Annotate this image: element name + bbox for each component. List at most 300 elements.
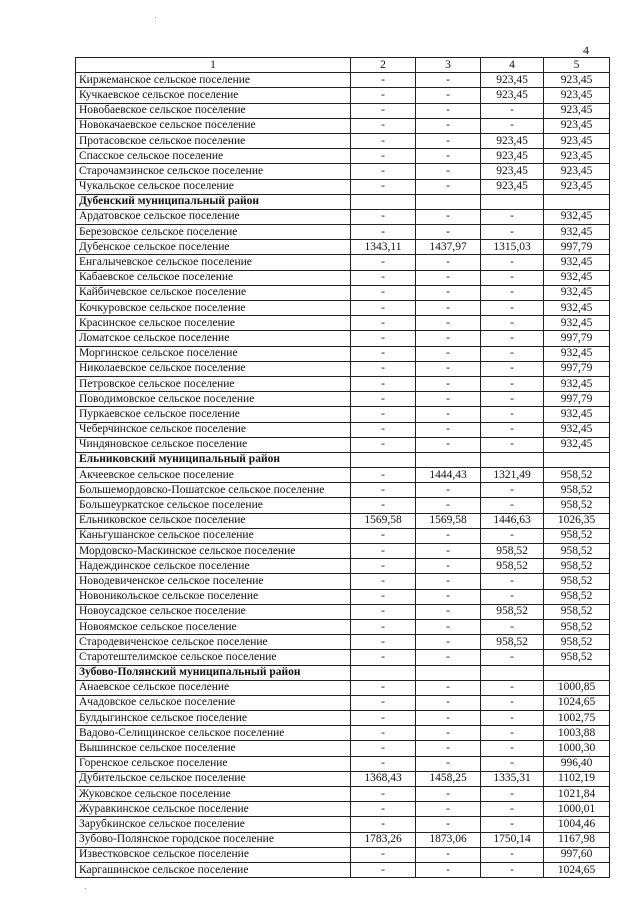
value-col-2: - [351,301,416,316]
value-col-2: - [351,862,416,877]
value-col-2: - [351,88,416,103]
value-col-4: - [481,802,544,817]
value-col-4: - [481,346,544,361]
value-col-5: 996,40 [544,756,610,771]
value-col-2: - [351,118,416,133]
value-col-3: - [416,422,481,437]
settlement-name: Известковское сельское поселение [76,847,351,862]
table-row [76,179,610,194]
value-col-5: 997,79 [544,361,610,376]
empty-cell [416,665,481,680]
section-row [76,194,610,209]
value-col-2: - [351,726,416,741]
table-row [76,695,610,710]
value-col-2: - [351,574,416,589]
empty-cell [351,665,416,680]
value-col-2: - [351,316,416,331]
settlement-name: Большеуркатское сельское поселение [76,498,351,513]
value-col-3: 1444,43 [416,468,481,483]
table-row [76,619,610,634]
page-number: 4 [583,43,589,57]
value-col-3: - [416,73,481,88]
value-col-2: - [351,619,416,634]
value-col-4: 923,45 [481,149,544,164]
table-row [76,832,610,847]
table-row [76,407,610,422]
value-col-2: - [351,255,416,270]
value-col-3: - [416,498,481,513]
value-col-4: - [481,209,544,224]
settlement-name: Чеберчинское сельское поселение [76,422,351,437]
table-row [76,376,610,391]
table-row [76,726,610,741]
value-col-3: - [416,376,481,391]
value-col-2: - [351,817,416,832]
value-col-3: - [416,88,481,103]
value-col-5: 923,45 [544,149,610,164]
value-col-3: - [416,270,481,285]
value-col-2: - [351,331,416,346]
section-title: Дубенский муниципальный район [76,194,351,209]
value-col-2: - [351,695,416,710]
value-col-4: - [481,118,544,133]
table-row [76,255,610,270]
header-cell: 1 [76,58,351,73]
value-col-4: 1315,03 [481,240,544,255]
value-col-3: - [416,604,481,619]
settlement-name: Пуркаевское сельское поселение [76,407,351,422]
value-col-2: - [351,589,416,604]
value-col-5: 1003,88 [544,726,610,741]
settlement-name: Мордовско-Маскинское сельское поселение [76,544,351,559]
value-col-2: - [351,483,416,498]
value-col-5: 923,45 [544,103,610,118]
empty-cell [544,452,610,467]
value-col-4: - [481,650,544,665]
value-col-5: 923,45 [544,118,610,133]
value-col-3: - [416,346,481,361]
value-col-5: 1026,35 [544,513,610,528]
value-col-4: 958,52 [481,635,544,650]
value-col-5: 1000,85 [544,680,610,695]
empty-cell [351,194,416,209]
settlement-name: Дубительское сельское поселение [76,771,351,786]
value-col-2: - [351,559,416,574]
value-col-4: - [481,255,544,270]
table-row [76,635,610,650]
empty-cell [416,452,481,467]
value-col-3: - [416,285,481,300]
value-col-4: 923,45 [481,88,544,103]
table-row [76,513,610,528]
value-col-2: - [351,468,416,483]
table-row [76,680,610,695]
value-col-3: - [416,847,481,862]
table-row [76,301,610,316]
table-row [76,802,610,817]
table-row [76,73,610,88]
settlement-name: Моргинское сельское поселение [76,346,351,361]
value-col-2: - [351,787,416,802]
value-col-5: 958,52 [544,604,610,619]
table-row [76,817,610,832]
value-col-2: - [351,179,416,194]
value-col-4: - [481,695,544,710]
table-row [76,103,610,118]
empty-cell [351,452,416,467]
value-col-4: - [481,270,544,285]
settlement-name: Каньгушанское сельское поселение [76,528,351,543]
table-row [76,711,610,726]
value-col-3: - [416,255,481,270]
settlement-name: Красинское сельское поселение [76,316,351,331]
value-col-2: - [351,73,416,88]
value-col-5: 923,45 [544,73,610,88]
value-col-2: - [351,604,416,619]
settlement-name: Енгалычевское сельское поселение [76,255,351,270]
table-row [76,650,610,665]
data-table [75,57,610,878]
value-col-4: 923,45 [481,133,544,148]
settlement-name: Новодевиченское сельское поселение [76,574,351,589]
value-col-5: 932,45 [544,346,610,361]
table-row [76,741,610,756]
table-row [76,771,610,786]
settlement-name: Петровское сельское поселение [76,376,351,391]
value-col-3: - [416,802,481,817]
table-row [76,468,610,483]
value-col-2: 1368,43 [351,771,416,786]
value-col-2: - [351,650,416,665]
settlement-name: Поводимовское сельское поселение [76,392,351,407]
value-col-3: - [416,225,481,240]
value-col-5: 997,79 [544,392,610,407]
table-row [76,285,610,300]
value-col-4: - [481,437,544,452]
value-col-3: - [416,407,481,422]
value-col-5: 932,45 [544,255,610,270]
table-row [76,118,610,133]
value-col-4: - [481,680,544,695]
value-col-3: - [416,528,481,543]
section-row [76,665,610,680]
value-col-5: 958,52 [544,468,610,483]
value-col-3: - [416,133,481,148]
settlement-name: Чиндяновское сельское поселение [76,437,351,452]
value-col-3: 1437,97 [416,240,481,255]
scan-speck [85,888,86,889]
value-col-4: - [481,285,544,300]
value-col-2: - [351,407,416,422]
value-col-5: 958,52 [544,544,610,559]
table-row [76,498,610,513]
value-col-4: - [481,301,544,316]
settlement-name: Новоямское сельское поселение [76,619,351,634]
value-col-3: - [416,650,481,665]
value-col-3: - [416,361,481,376]
value-col-5: 923,45 [544,133,610,148]
table-row [76,847,610,862]
value-col-3: - [416,741,481,756]
value-col-2: 1343,11 [351,240,416,255]
settlement-name: Кабаевское сельское поселение [76,270,351,285]
table-row [76,133,610,148]
empty-cell [416,194,481,209]
value-col-2: - [351,376,416,391]
value-col-4: 958,52 [481,604,544,619]
header-cell: 3 [416,58,481,73]
table-row [76,225,610,240]
value-col-2: - [351,711,416,726]
table-row [76,589,610,604]
value-col-5: 1021,84 [544,787,610,802]
scan-speck [155,17,156,18]
value-col-2: 1783,26 [351,832,416,847]
value-col-2: - [351,133,416,148]
value-col-3: - [416,817,481,832]
settlement-name: Ельниковское сельское поселение [76,513,351,528]
value-col-4: 923,45 [481,73,544,88]
value-col-3: - [416,756,481,771]
table-row [76,528,610,543]
value-col-3: - [416,437,481,452]
settlement-name: Булдыгинское сельское поселение [76,711,351,726]
value-col-5: 1000,01 [544,802,610,817]
value-col-5: 958,52 [544,528,610,543]
value-col-5: 1024,65 [544,695,610,710]
value-col-3: - [416,619,481,634]
settlement-name: Горенское сельское поселение [76,756,351,771]
value-col-4: - [481,741,544,756]
value-col-2: - [351,498,416,513]
settlement-name: Ардатовское сельское поселение [76,209,351,224]
value-col-5: 958,52 [544,589,610,604]
table-row [76,346,610,361]
value-col-4: - [481,817,544,832]
value-col-2: - [351,635,416,650]
value-col-3: - [416,589,481,604]
empty-cell [481,452,544,467]
value-col-2: - [351,361,416,376]
value-col-4: 958,52 [481,544,544,559]
settlement-name: Ломатское сельское поселение [76,331,351,346]
value-col-4: - [481,498,544,513]
value-col-5: 958,52 [544,635,610,650]
value-col-2: - [351,544,416,559]
value-col-2: - [351,741,416,756]
table-header-row [76,58,610,73]
value-col-2: 1569,58 [351,513,416,528]
value-col-3: - [416,331,481,346]
value-col-5: 932,45 [544,270,610,285]
value-col-3: - [416,695,481,710]
settlement-name: Спасское сельское поселение [76,149,351,164]
value-col-5: 932,45 [544,316,610,331]
value-col-3: - [416,483,481,498]
settlement-name: Новокачаевское сельское поселение [76,118,351,133]
value-col-2: - [351,103,416,118]
value-col-5: 997,79 [544,240,610,255]
empty-cell [544,194,610,209]
value-col-5: 923,45 [544,164,610,179]
table-row [76,862,610,877]
settlement-name: Зубово-Полянское городское поселение [76,832,351,847]
value-col-3: - [416,209,481,224]
value-col-4: - [481,756,544,771]
value-col-4: - [481,619,544,634]
section-title: Ельниковский муниципальный район [76,452,351,467]
settlement-name: Стародевиченское сельское поселение [76,635,351,650]
value-col-5: 958,52 [544,483,610,498]
value-col-4: 1335,31 [481,771,544,786]
value-col-3: - [416,103,481,118]
value-col-5: 932,45 [544,285,610,300]
value-col-5: 958,52 [544,650,610,665]
value-col-5: 1024,65 [544,862,610,877]
value-col-5: 932,45 [544,209,610,224]
table-row [76,316,610,331]
value-col-2: - [351,847,416,862]
table-row [76,88,610,103]
value-col-2: - [351,149,416,164]
value-col-4: - [481,787,544,802]
table-row [76,787,610,802]
settlement-name: Старотештелимское сельское поселение [76,650,351,665]
value-col-2: - [351,680,416,695]
value-col-4: - [481,483,544,498]
value-col-2: - [351,270,416,285]
value-col-4: - [481,847,544,862]
value-col-4: 923,45 [481,179,544,194]
value-col-3: - [416,118,481,133]
settlement-name: Каргашинское сельское поселение [76,862,351,877]
settlement-name: Киржеманское сельское поселение [76,73,351,88]
table-row [76,149,610,164]
value-col-3: 1458,25 [416,771,481,786]
value-col-5: 1002,75 [544,711,610,726]
value-col-5: 932,45 [544,301,610,316]
value-col-2: - [351,225,416,240]
value-col-3: - [416,392,481,407]
section-row [76,452,610,467]
value-col-4: - [481,331,544,346]
settlement-name: Николаевское сельское поселение [76,361,351,376]
table-row [76,437,610,452]
value-col-4: - [481,528,544,543]
value-col-3: - [416,316,481,331]
table-row [76,574,610,589]
section-title: Зубово-Полянский муниципальный район [76,665,351,680]
value-col-5: 1004,46 [544,817,610,832]
table-row [76,422,610,437]
value-col-2: - [351,802,416,817]
settlement-name: Акчеевское сельское поселение [76,468,351,483]
value-col-5: 932,45 [544,376,610,391]
table-row [76,361,610,376]
value-col-3: - [416,726,481,741]
settlement-name: Кучкаевское сельское поселение [76,88,351,103]
value-col-3: 1569,58 [416,513,481,528]
table-row [76,270,610,285]
value-col-5: 958,52 [544,574,610,589]
value-col-4: - [481,103,544,118]
settlement-name: Чукальское сельское поселение [76,179,351,194]
value-col-3: - [416,862,481,877]
header-cell: 5 [544,58,610,73]
value-col-4: - [481,376,544,391]
value-col-5: 958,52 [544,619,610,634]
value-col-4: - [481,574,544,589]
value-col-3: - [416,149,481,164]
value-col-5: 997,79 [544,331,610,346]
settlement-name: Журавкинское сельское поселение [76,802,351,817]
value-col-4: - [481,589,544,604]
value-col-3: - [416,559,481,574]
value-col-4: 923,45 [481,164,544,179]
value-col-3: - [416,711,481,726]
value-col-2: - [351,164,416,179]
value-col-4: 1446,63 [481,513,544,528]
settlement-name: Жуковское сельское поселение [76,787,351,802]
value-col-4: - [481,422,544,437]
value-col-3: - [416,635,481,650]
value-col-4: - [481,711,544,726]
empty-cell [481,194,544,209]
settlement-name: Протасовское сельское поселение [76,133,351,148]
settlement-name: Надеждинское сельское поселение [76,559,351,574]
settlement-name: Вадово-Селищинское сельское поселение [76,726,351,741]
value-col-3: - [416,164,481,179]
settlement-name: Зарубкинское сельское поселение [76,817,351,832]
table-row [76,544,610,559]
value-col-5: 932,45 [544,225,610,240]
value-col-5: 923,45 [544,179,610,194]
value-col-5: 1102,19 [544,771,610,786]
empty-cell [481,665,544,680]
value-col-3: - [416,301,481,316]
value-col-4: - [481,392,544,407]
table-row [76,604,610,619]
value-col-2: - [351,437,416,452]
value-col-4: - [481,361,544,376]
settlement-name: Дубенское сельское поселение [76,240,351,255]
value-col-5: 958,52 [544,559,610,574]
settlement-name: Новоникольское сельское поселение [76,589,351,604]
value-col-5: 997,60 [544,847,610,862]
value-col-5: 932,45 [544,422,610,437]
empty-cell [544,665,610,680]
value-col-5: 923,45 [544,88,610,103]
table-row [76,559,610,574]
value-col-5: 958,52 [544,498,610,513]
header-cell: 2 [351,58,416,73]
settlement-name: Ачадовское сельское поселение [76,695,351,710]
value-col-4: - [481,316,544,331]
value-col-2: - [351,392,416,407]
settlement-name: Новобаевское сельское поселение [76,103,351,118]
table-row [76,483,610,498]
value-col-2: - [351,422,416,437]
settlement-name: Большемордовско-Пошатское сельское поселение [76,483,351,498]
value-col-5: 1000,30 [544,741,610,756]
table-row [76,240,610,255]
value-col-5: 932,45 [544,407,610,422]
value-col-2: - [351,756,416,771]
value-col-3: - [416,179,481,194]
settlement-name: Анаевское сельское поселение [76,680,351,695]
table-row [76,331,610,346]
table-row [76,756,610,771]
